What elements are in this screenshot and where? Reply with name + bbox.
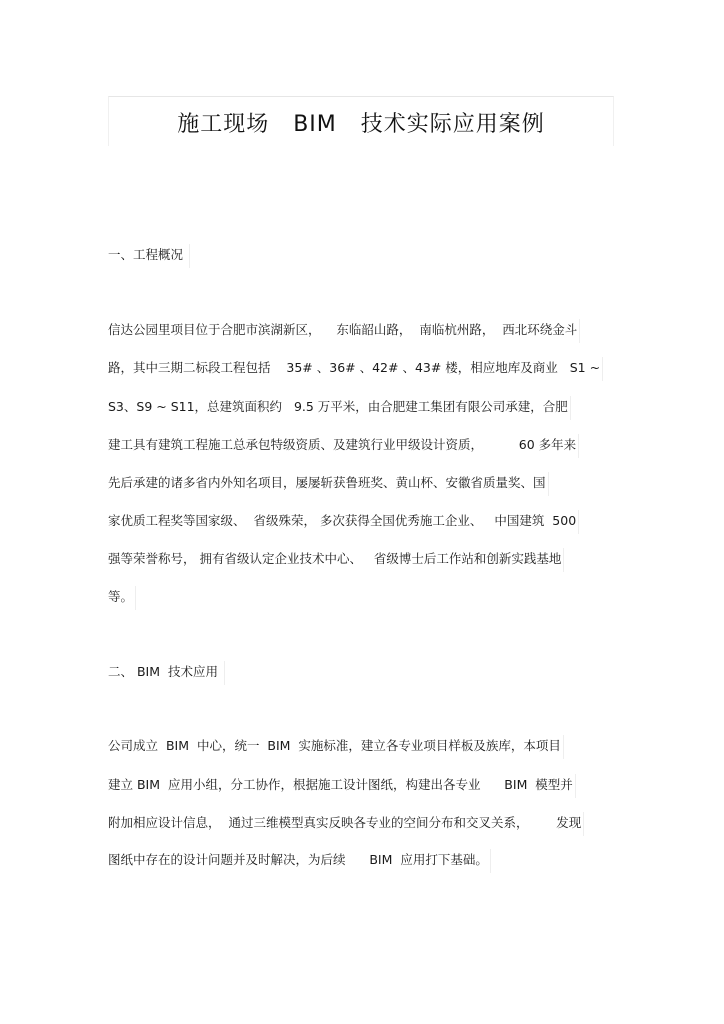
paragraph-line: 信达公园里项目位于合肥市滨湖新区， 东临韶山路， 南临杭州路， 西北环绕金斗 [108, 319, 580, 343]
paragraph-line: 图纸中存在的设计问题并及时解决，为后续 BIM 应用打下基础。 [108, 849, 491, 873]
title-box [108, 96, 614, 146]
paragraph-line: 路，其中三期二标段工程包括 35# 、36# 、42# 、43# 楼，相应地库及商业 S1 ~ [108, 357, 603, 381]
paragraph-line: 附加相应设计信息， 通过三维模型真实反映各专业的空间分布和交叉关系， 发现 [108, 812, 584, 836]
paragraph-line: 先后承建的诸多省内外知名项目，屡屡斩获鲁班奖、黄山杯、安徽省质量奖、国 [108, 472, 549, 496]
section-heading-overview: 一、工程概况 [108, 244, 190, 268]
paragraph-line: 强等荣誉称号， 拥有省级认定企业技术中心、 省级博士后工作站和创新实践基地 [108, 548, 564, 572]
paragraph-line: 建立 BIM 应用小组，分工协作，根据施工设计图纸，构建出各专业 BIM 模型并 [108, 774, 576, 798]
section-heading-bim: 二、 BIM 技术应用 [108, 661, 225, 685]
paragraph-line: 建工具有建筑工程施工总承包特级资质、及建筑行业甲级设计资质， 60 多年来 [108, 434, 579, 458]
document-title: 施工现场 BIM 技术实际应用案例 [177, 112, 545, 137]
paragraph-line: S3、S9 ~ S11，总建筑面积约 9.5 万平米，由合肥建工集团有限公司承建，合肥 [108, 396, 571, 420]
paragraph-line: 家优质工程奖等国家级、 省级殊荣， 多次获得全国优秀施工企业、 中国建筑 500 [108, 510, 579, 534]
paragraph-line: 等。 [108, 586, 136, 610]
paragraph-line: 公司成立 BIM 中心，统一 BIM 实施标准，建立各专业项目样板及族库，本项目 [108, 735, 564, 759]
